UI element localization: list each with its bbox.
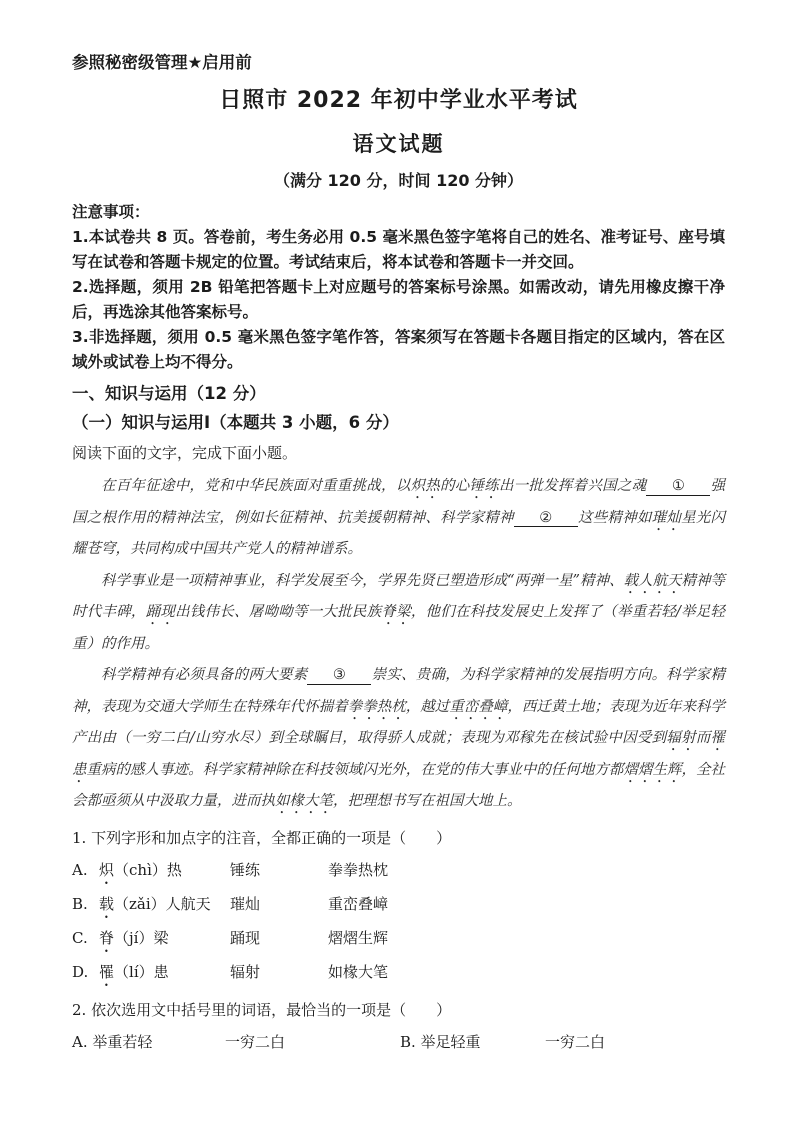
option-word-3: 拳拳热枕 xyxy=(328,860,389,879)
passage-paragraph-1: 在百年征途中，党和中华民族面对重重挑战，以炽热的心锤练出一批发挥着兴国之魂 ① 强国之根作用的精神法宝，例如长征精神、抗美援朝精神、科学家精神 ② 这些精神如璀灿星光闪耀苍穹，共同构成中国共产党人的精神谱系。 xyxy=(72,478,726,557)
passage-intro: 阅读下面的文字，完成下面小题。 xyxy=(72,444,298,462)
question-2-options-row xyxy=(72,1026,725,1058)
score-time-line: （满分 120 分，时间 120 分钟） xyxy=(273,171,524,190)
option-word-pinyin: 载（zǎi）人航天 xyxy=(99,894,211,913)
question-1-option-c xyxy=(72,922,725,956)
option-label: A. xyxy=(72,860,88,879)
passage-paragraph-2: 科学事业是一项精神事业，科学发展至今，学界先贤已塑造形成“两弹一星”精神、载人航天精神等时代丰碑，踊现出钱伟长、屠呦呦等一大批民族脊梁，他们在科技发展史上发挥了（举重若轻/举足轻重）的作用。 xyxy=(72,572,726,652)
option-word-pinyin: 炽（chì）热 xyxy=(99,860,182,879)
option-label: C. xyxy=(72,928,88,947)
question-1-stem: 1. 下列字形和加点字的注音，全都正确的一项是（ ） xyxy=(72,828,452,847)
note-item-1: 1.本试卷共 8 页。答卷前，考生务必用 0.5 毫米黑色签字笔将自己的姓名、准考证号、座号填写在试卷和答题卡规定的位置。考试结束后，将本试卷和答题卡一并交回。 xyxy=(72,228,725,271)
option-word-2: 锤练 xyxy=(230,860,261,879)
note-item-2: 2.选择题，须用 2B 铅笔把答题卡上对应题号的答案标号涂黑。如需改动，请先用橡皮擦干净后，再选涂其他答案标号。 xyxy=(72,278,725,321)
security-notice: 参照秘密级管理★启用前 xyxy=(72,53,252,72)
note-item-3: 3.非选择题，须用 0.5 毫米黑色签字笔作答，答案须写在答题卡各题目指定的区域内，答在区域外或试卷上均不得分。 xyxy=(72,328,725,371)
option-word-pinyin: 脊（jí）梁 xyxy=(99,928,169,947)
option-word-3: 如椽大笔 xyxy=(328,962,389,981)
passage-paragraph-3: 科学精神有必须具备的两大要素 ③ 崇实、贵确，为科学家精神的发展指明方向。科学家精神，表现为交通大学师生在特殊年代怀揣着拳拳热枕，越过重峦叠嶂，西迁黄土地；表现为近年来科学产出由（一穷二白/山穷水尽）到全球瞩目，取得骄人成就；表现为邓稼先在核试验中因受到辐射而罹患重病的感人事迹。科学家精神除在科技领域闪光外，在党的伟大事业中的任何地方都熠熠生辉，全社会都亟须从中汲取力量，进而执如椽大笔，把理想书写在祖国大地上。 xyxy=(72,667,726,809)
subject-title: 语文试题 xyxy=(352,132,445,156)
question-2-option-b: B. 举足轻重 xyxy=(400,1032,481,1051)
question-2-stem: 2. 依次选用文中括号里的词语，最恰当的一项是（ ） xyxy=(72,1000,452,1019)
question-2-option-a-word2: 一穷二白 xyxy=(225,1032,286,1051)
option-word-pinyin: 罹（lí）患 xyxy=(99,962,169,981)
option-label: D. xyxy=(72,962,89,981)
question-2-option-a: A. 举重若轻 xyxy=(72,1032,153,1051)
reading-passage xyxy=(72,471,725,818)
question-2 xyxy=(72,994,725,1058)
option-word-2: 辐射 xyxy=(230,962,261,981)
option-word-3: 熠熠生辉 xyxy=(328,928,389,947)
question-1-option-d xyxy=(72,956,725,990)
exam-title: 日照市 2022 年初中学业水平考试 xyxy=(219,88,578,113)
section-heading-sub1: （一）知识与运用Ⅰ（本题共 3 小题，6 分） xyxy=(72,413,399,432)
option-word-3: 重峦叠嶂 xyxy=(328,894,389,913)
option-word-2: 璀灿 xyxy=(230,894,261,913)
question-1 xyxy=(72,822,725,990)
question-2-option-b-word2: 一穷二白 xyxy=(545,1032,606,1051)
notes-heading: 注意事项： xyxy=(72,203,150,221)
question-1-option-b xyxy=(72,888,725,922)
section-heading-part1: 一、知识与运用（12 分） xyxy=(72,384,266,403)
question-1-option-a xyxy=(72,854,725,888)
exam-notes xyxy=(72,200,725,375)
option-word-2: 踊现 xyxy=(230,928,261,947)
option-label: B. xyxy=(72,894,88,913)
